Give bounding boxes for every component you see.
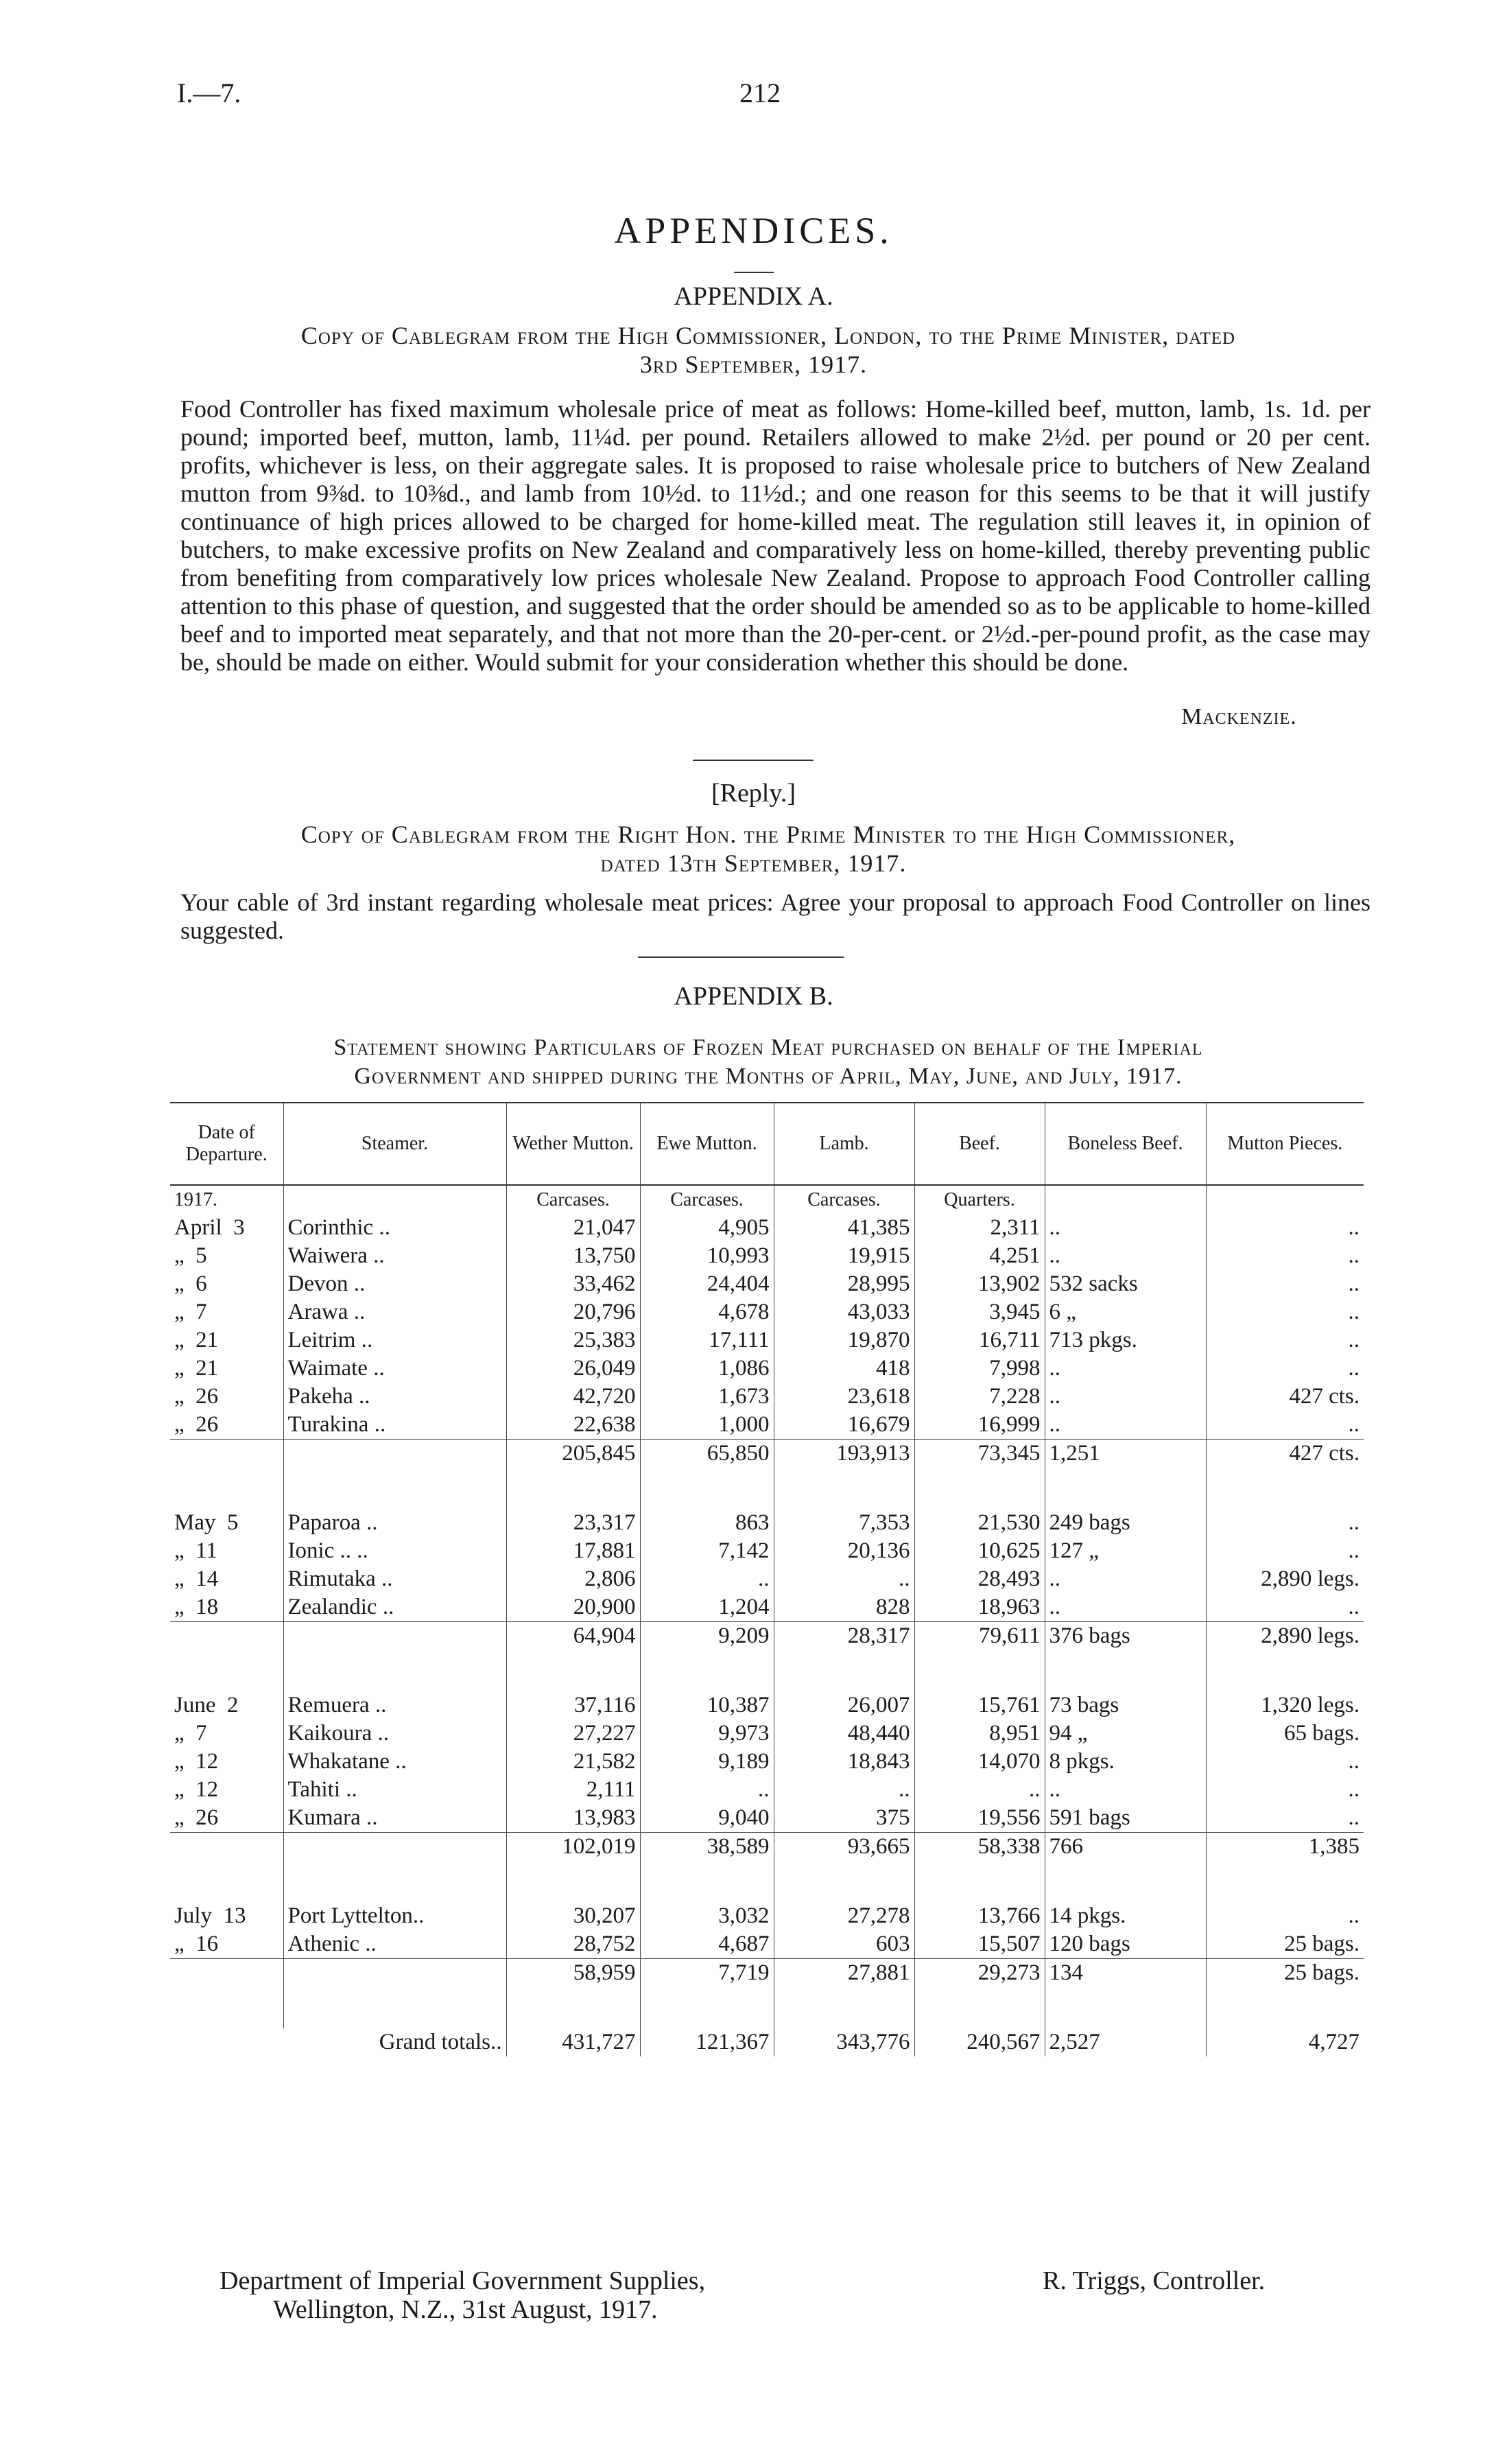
cell-steamer: Paparoa .. xyxy=(283,1509,506,1537)
cell-pieces: .. xyxy=(1206,1509,1364,1537)
cell-lamb: 48,440 xyxy=(774,1720,914,1748)
subtotal-row xyxy=(170,1440,1364,1468)
cell-wether: 33,462 xyxy=(506,1270,640,1298)
spacer-cell xyxy=(640,1861,774,1902)
subtotal-lamb: 28,317 xyxy=(774,1622,914,1651)
cell-beef: 21,530 xyxy=(914,1509,1045,1537)
appendix-a-signature: Mackenzie. xyxy=(1181,704,1297,729)
spacer-cell xyxy=(640,1987,774,2028)
cell-steamer: Waiwera .. xyxy=(283,1242,506,1270)
spacer-cell xyxy=(914,1468,1045,1509)
spacer-cell xyxy=(506,1861,640,1902)
cell-lamb: 828 xyxy=(774,1593,914,1622)
appendix-a-subheading-date: 3rd September, 1917. xyxy=(639,351,868,378)
cell-ewe: .. xyxy=(640,1565,774,1593)
cell-lamb: 19,915 xyxy=(774,1242,914,1270)
grand-total-lamb: 343,776 xyxy=(774,2028,914,2056)
spacer-cell xyxy=(640,1650,774,1691)
cell-ewe: 1,204 xyxy=(640,1593,774,1622)
cell-pieces: 2,890 legs. xyxy=(1206,1565,1364,1593)
cell-ewe: 863 xyxy=(640,1509,774,1537)
cell-beef: 15,507 xyxy=(914,1930,1045,1959)
cell-lamb: 20,136 xyxy=(774,1537,914,1565)
cell-wether: 17,881 xyxy=(506,1537,640,1565)
page-ref: I.—7. xyxy=(177,78,241,108)
col-date: Date of Departure. xyxy=(170,1103,283,1185)
grand-total-row xyxy=(170,2028,1364,2056)
table-row xyxy=(170,1537,1364,1565)
cell-boneless: 713 pkgs. xyxy=(1045,1326,1206,1354)
subtotal-date xyxy=(170,1959,283,1988)
cell-ewe: 24,404 xyxy=(640,1270,774,1298)
subtotal-boneless: 134 xyxy=(1045,1959,1206,1988)
cell-boneless: .. xyxy=(1045,1383,1206,1411)
spacer-cell xyxy=(283,1650,506,1691)
reply-body: Your cable of 3rd instant regarding wholesale meat prices: Agree your proposal to approach Food Controller on lines suggested. xyxy=(180,889,1370,944)
cell-steamer: Kumara .. xyxy=(283,1804,506,1833)
cell-lamb: 26,007 xyxy=(774,1691,914,1720)
cell-wether: 13,750 xyxy=(506,1242,640,1270)
spacer-cell xyxy=(774,1861,914,1902)
cell-pieces: .. xyxy=(1206,1354,1364,1383)
cell-ewe: 4,678 xyxy=(640,1298,774,1326)
subtotal-ewe: 38,589 xyxy=(640,1833,774,1862)
cell-date: June 2 xyxy=(174,1693,239,1717)
spacer-cell xyxy=(170,1468,283,1509)
subtotal-pieces: 427 cts. xyxy=(1206,1440,1364,1468)
table-row xyxy=(170,1776,1364,1804)
spacer-cell xyxy=(774,1468,914,1509)
cell-date: „ 21 xyxy=(174,1328,219,1352)
grand-total-boneless: 2,527 xyxy=(1045,2028,1206,2056)
cell-date: „ 7 xyxy=(174,1721,207,1746)
subtotal-lamb: 193,913 xyxy=(774,1440,914,1468)
appendix-a-subheading: Copy of Cablegram from the High Commissioner, London, to the Prime Minister, dated xyxy=(300,322,1236,349)
table-row xyxy=(170,1383,1364,1411)
table-row xyxy=(170,1214,1364,1242)
table-row xyxy=(170,1720,1364,1748)
cell-date: „ 21 xyxy=(174,1356,219,1381)
cell-boneless: 8 pkgs. xyxy=(1045,1748,1206,1776)
cell-ewe: 9,189 xyxy=(640,1748,774,1776)
units-row xyxy=(170,1185,1364,1214)
spacer-cell xyxy=(170,1987,283,2028)
table-row xyxy=(170,1565,1364,1593)
cell-lamb: 16,679 xyxy=(774,1411,914,1440)
cell-wether: 21,582 xyxy=(506,1748,640,1776)
cell-beef: 19,556 xyxy=(914,1804,1045,1833)
cell-lamb: 18,843 xyxy=(774,1748,914,1776)
cell-boneless: 6 „ xyxy=(1045,1298,1206,1326)
subtotal-lamb: 93,665 xyxy=(774,1833,914,1862)
subtotal-pieces: 25 bags. xyxy=(1206,1959,1364,1988)
divider xyxy=(693,760,814,761)
footer-signature: R. Triggs, Controller. xyxy=(1043,2266,1266,2295)
cell-steamer: Waimate .. xyxy=(283,1354,506,1383)
table-row xyxy=(170,1298,1364,1326)
subtotal-row xyxy=(170,1622,1364,1651)
col-mutton-pieces: Mutton Pieces. xyxy=(1206,1103,1364,1185)
cell-lamb: 7,353 xyxy=(774,1509,914,1537)
cell-beef: 14,070 xyxy=(914,1748,1045,1776)
cell-beef: 7,228 xyxy=(914,1383,1045,1411)
cell-pieces: .. xyxy=(1206,1298,1364,1326)
reply-heading: [Reply.] xyxy=(711,779,796,808)
cell-ewe: 1,673 xyxy=(640,1383,774,1411)
cell-pieces: 25 bags. xyxy=(1206,1930,1364,1959)
cell-steamer: Whakatane .. xyxy=(283,1748,506,1776)
table-row xyxy=(170,1509,1364,1537)
subtotal-ewe: 65,850 xyxy=(640,1440,774,1468)
cell-date: „ 12 xyxy=(174,1749,219,1774)
cell-boneless: 14 pkgs. xyxy=(1045,1902,1206,1930)
cell-lamb: 603 xyxy=(774,1930,914,1959)
subtotal-boneless: 766 xyxy=(1045,1833,1206,1862)
group-spacer xyxy=(170,1987,1364,2028)
cell-ewe: 4,905 xyxy=(640,1214,774,1242)
subtotal-boneless: 376 bags xyxy=(1045,1622,1206,1651)
cell-boneless: 591 bags xyxy=(1045,1804,1206,1833)
cell-date: April 3 xyxy=(174,1215,245,1240)
table-row xyxy=(170,1902,1364,1930)
cell-pieces: .. xyxy=(1206,1214,1364,1242)
cell-date: „ 11 xyxy=(174,1538,217,1563)
spacer-cell xyxy=(283,1861,506,1902)
cell-lamb: 375 xyxy=(774,1804,914,1833)
subtotal-beef: 73,345 xyxy=(914,1440,1045,1468)
col-boneless-beef: Boneless Beef. xyxy=(1045,1103,1206,1185)
cell-ewe: 4,687 xyxy=(640,1930,774,1959)
spacer-cell xyxy=(1206,1650,1364,1691)
table-row xyxy=(170,1748,1364,1776)
cell-boneless: 73 bags xyxy=(1045,1691,1206,1720)
cell-pieces: 65 bags. xyxy=(1206,1720,1364,1748)
cell-ewe: 17,111 xyxy=(640,1326,774,1354)
spacer-cell xyxy=(640,1468,774,1509)
cell-steamer: Arawa .. xyxy=(283,1298,506,1326)
cell-wether: 28,752 xyxy=(506,1930,640,1959)
cell-beef: 8,951 xyxy=(914,1720,1045,1748)
cell-wether: 25,383 xyxy=(506,1326,640,1354)
cell-ewe: 1,000 xyxy=(640,1411,774,1440)
subtotal-date xyxy=(170,1622,283,1651)
spacer-cell xyxy=(506,1987,640,2028)
cell-beef: 15,761 xyxy=(914,1691,1045,1720)
cell-pieces: .. xyxy=(1206,1748,1364,1776)
spacer-cell xyxy=(914,1861,1045,1902)
units-ewe: Carcases. xyxy=(640,1185,774,1214)
cell-date: „ 18 xyxy=(174,1595,219,1619)
cell-steamer: Ionic .. .. xyxy=(283,1537,506,1565)
cell-lamb: .. xyxy=(774,1776,914,1804)
col-wether: Wether Mutton. xyxy=(506,1103,640,1185)
cell-ewe: 9,973 xyxy=(640,1720,774,1748)
cell-date: „ 16 xyxy=(174,1932,219,1956)
cell-steamer: Tahiti .. xyxy=(283,1776,506,1804)
cell-boneless: .. xyxy=(1045,1776,1206,1804)
cell-wether: 37,116 xyxy=(506,1691,640,1720)
subtotal-row xyxy=(170,1959,1364,1988)
cell-pieces: .. xyxy=(1206,1776,1364,1804)
subtotal-ewe: 9,209 xyxy=(640,1622,774,1651)
table-body xyxy=(170,1185,1364,2056)
table-row xyxy=(170,1242,1364,1270)
cell-boneless: 249 bags xyxy=(1045,1509,1206,1537)
grand-total-label: Grand totals.. xyxy=(379,2030,502,2054)
cell-steamer: Remuera .. xyxy=(283,1691,506,1720)
spacer-cell xyxy=(1045,1861,1206,1902)
cell-date: „ 26 xyxy=(174,1412,219,1437)
group-spacer xyxy=(170,1861,1364,1902)
subtotal-steamer xyxy=(283,1833,506,1862)
subtotal-date xyxy=(170,1440,283,1468)
subtotal-wether: 64,904 xyxy=(506,1622,640,1651)
cell-boneless: 127 „ xyxy=(1045,1537,1206,1565)
cell-wether: 2,806 xyxy=(506,1565,640,1593)
cell-beef: .. xyxy=(914,1776,1045,1804)
cell-wether: 20,900 xyxy=(506,1593,640,1622)
cell-steamer: Corinthic .. xyxy=(283,1214,506,1242)
units-steamer xyxy=(283,1185,506,1214)
cell-beef: 3,945 xyxy=(914,1298,1045,1326)
divider xyxy=(638,957,844,958)
cell-lamb: 19,870 xyxy=(774,1326,914,1354)
cell-ewe: 9,040 xyxy=(640,1804,774,1833)
cell-steamer: Kaikoura .. xyxy=(283,1720,506,1748)
cell-wether: 23,317 xyxy=(506,1509,640,1537)
cell-beef: 7,998 xyxy=(914,1354,1045,1383)
table-row xyxy=(170,1593,1364,1622)
subtotal-beef: 29,273 xyxy=(914,1959,1045,1988)
subtotal-beef: 58,338 xyxy=(914,1833,1045,1862)
table-row xyxy=(170,1930,1364,1959)
cell-beef: 4,251 xyxy=(914,1242,1045,1270)
cell-steamer: Devon .. xyxy=(283,1270,506,1298)
appendix-a-heading: APPENDIX A. xyxy=(674,282,833,311)
subtotal-steamer xyxy=(283,1622,506,1651)
cell-wether: 20,796 xyxy=(506,1298,640,1326)
page-number: 212 xyxy=(739,78,781,108)
cell-boneless: .. xyxy=(1045,1593,1206,1622)
cell-beef: 28,493 xyxy=(914,1565,1045,1593)
units-pieces xyxy=(1206,1185,1364,1214)
cell-beef: 18,963 xyxy=(914,1593,1045,1622)
footer-location-date: Wellington, N.Z., 31st August, 1917. xyxy=(273,2295,658,2324)
cell-pieces: .. xyxy=(1206,1902,1364,1930)
cell-date: „ 5 xyxy=(174,1243,207,1268)
cell-lamb: 418 xyxy=(774,1354,914,1383)
cell-ewe: 3,032 xyxy=(640,1902,774,1930)
cell-boneless: 94 „ xyxy=(1045,1720,1206,1748)
cell-ewe: .. xyxy=(640,1776,774,1804)
cell-ewe: 7,142 xyxy=(640,1537,774,1565)
appendix-b-subheading: Statement showing Particulars of Frozen Meat purchased on behalf of the Imperial xyxy=(333,1035,1203,1060)
units-year: 1917. xyxy=(174,1189,217,1210)
grand-total-wether: 431,727 xyxy=(506,2028,640,2056)
cell-wether: 26,049 xyxy=(506,1354,640,1383)
spacer-cell xyxy=(170,1650,283,1691)
table-row xyxy=(170,1804,1364,1833)
cell-lamb: 23,618 xyxy=(774,1383,914,1411)
spacer-cell xyxy=(1045,1987,1206,2028)
cell-date: „ 14 xyxy=(174,1567,219,1591)
cell-steamer: Turakina .. xyxy=(283,1411,506,1440)
cell-pieces: .. xyxy=(1206,1326,1364,1354)
cell-boneless: .. xyxy=(1045,1242,1206,1270)
cell-lamb: 43,033 xyxy=(774,1298,914,1326)
appendix-b-heading: APPENDIX B. xyxy=(674,982,833,1011)
subtotal-beef: 79,611 xyxy=(914,1622,1045,1651)
subtotal-pieces: 2,890 legs. xyxy=(1206,1622,1364,1651)
grand-total-ewe: 121,367 xyxy=(640,2028,774,2056)
spacer-cell xyxy=(1045,1468,1206,1509)
table-row xyxy=(170,1691,1364,1720)
subtotal-wether: 205,845 xyxy=(506,1440,640,1468)
cell-date: „ 26 xyxy=(174,1384,219,1409)
cell-steamer: Rimutaka .. xyxy=(283,1565,506,1593)
cell-boneless: .. xyxy=(1045,1565,1206,1593)
cell-boneless: 532 sacks xyxy=(1045,1270,1206,1298)
footer-department: Department of Imperial Government Supplies, xyxy=(219,2266,706,2295)
spacer-cell xyxy=(1206,1861,1364,1902)
cell-pieces: .. xyxy=(1206,1411,1364,1440)
subtotal-row xyxy=(170,1833,1364,1862)
units-boneless xyxy=(1045,1185,1206,1214)
cell-pieces: .. xyxy=(1206,1593,1364,1622)
grand-total-beef: 240,567 xyxy=(914,2028,1045,2056)
subtotal-steamer xyxy=(283,1440,506,1468)
grand-total-pieces: 4,727 xyxy=(1206,2028,1364,2056)
appendix-a-body: Food Controller has fixed maximum wholesale price of meat as follows: Home-killed beef, mutton, lamb, 1s. 1d. per pound; imported beef, mutton, lamb, 11¼d. per pound. Retailers allowed to make 2½d. per pound or 20 per cent. profits, whichever is less, on their aggregate sales. It is proposed to raise wholesale price to butchers of New Zealand mutton from 9⅜d. to 10⅜d., and lamb from 10½d. to 11½d.; and one reason for this seems to be that it will justify continuance of high prices allowed to be charged for home-killed meat. The regulation still leaves it, in opinion of butchers, to make excessive profits on New Zealand and comparatively less on home-killed, thereby preventing public from benefiting from comparatively low prices wholesale New Zealand. Propose to approach Food Controller calling attention to this phase of question, and suggested that the order should be amended so as to be applicable to home-killed beef and to imported meat separately, and that not more than the 20-per-cent. or 2½d.-per-pound profit, as the case may be, should be made on either. Would submit for your consideration whether this should be done. xyxy=(180,395,1370,676)
units-beef: Quarters. xyxy=(914,1185,1045,1214)
group-spacer xyxy=(170,1650,1364,1691)
cell-beef: 2,311 xyxy=(914,1214,1045,1242)
subtotal-pieces: 1,385 xyxy=(1206,1833,1364,1862)
spacer-cell xyxy=(283,1468,506,1509)
reply-subheading: Copy of Cablegram from the Right Hon. the Prime Minister to the High Commissioner, xyxy=(300,821,1236,848)
cell-steamer: Zealandic .. xyxy=(283,1593,506,1622)
spacer-cell xyxy=(914,1987,1045,2028)
spacer-cell xyxy=(914,1650,1045,1691)
cell-ewe: 10,993 xyxy=(640,1242,774,1270)
cell-steamer: Pakeha .. xyxy=(283,1383,506,1411)
cell-wether: 30,207 xyxy=(506,1902,640,1930)
subtotal-steamer xyxy=(283,1959,506,1988)
page-title: APPENDICES. xyxy=(614,210,893,251)
cell-pieces: .. xyxy=(1206,1242,1364,1270)
cell-pieces: .. xyxy=(1206,1804,1364,1833)
subtotal-wether: 102,019 xyxy=(506,1833,640,1862)
table-row xyxy=(170,1411,1364,1440)
subtotal-ewe: 7,719 xyxy=(640,1959,774,1988)
cell-beef: 16,711 xyxy=(914,1326,1045,1354)
table-header-row xyxy=(170,1103,1364,1185)
cell-ewe: 1,086 xyxy=(640,1354,774,1383)
group-spacer xyxy=(170,1468,1364,1509)
meat-table xyxy=(170,1102,1364,2056)
spacer-cell xyxy=(774,1987,914,2028)
spacer-cell xyxy=(506,1650,640,1691)
col-lamb: Lamb. xyxy=(774,1103,914,1185)
units-lamb: Carcases. xyxy=(774,1185,914,1214)
table-row xyxy=(170,1326,1364,1354)
cell-steamer: Port Lyttelton.. xyxy=(283,1902,506,1930)
cell-date: „ 7 xyxy=(174,1300,207,1324)
cell-ewe: 10,387 xyxy=(640,1691,774,1720)
cell-wether: 2,111 xyxy=(506,1776,640,1804)
spacer-cell xyxy=(170,1861,283,1902)
cell-wether: 13,983 xyxy=(506,1804,640,1833)
cell-boneless: .. xyxy=(1045,1354,1206,1383)
cell-beef: 13,766 xyxy=(914,1902,1045,1930)
cell-beef: 10,625 xyxy=(914,1537,1045,1565)
cell-pieces: 427 cts. xyxy=(1206,1383,1364,1411)
subtotal-lamb: 27,881 xyxy=(774,1959,914,1988)
cell-date: „ 12 xyxy=(174,1777,219,1802)
cell-date: „ 6 xyxy=(174,1271,207,1296)
col-steamer: Steamer. xyxy=(283,1103,506,1185)
col-beef: Beef. xyxy=(914,1103,1045,1185)
cell-lamb: 27,278 xyxy=(774,1902,914,1930)
cell-boneless: .. xyxy=(1045,1214,1206,1242)
cell-pieces: .. xyxy=(1206,1537,1364,1565)
cell-wether: 42,720 xyxy=(506,1383,640,1411)
cell-lamb: 28,995 xyxy=(774,1270,914,1298)
subtotal-wether: 58,959 xyxy=(506,1959,640,1988)
cell-date: July 13 xyxy=(174,1903,246,1928)
table-row xyxy=(170,1270,1364,1298)
cell-boneless: .. xyxy=(1045,1411,1206,1440)
cell-pieces: .. xyxy=(1206,1270,1364,1298)
spacer-cell xyxy=(1206,1987,1364,2028)
table-row xyxy=(170,1354,1364,1383)
cell-pieces: 1,320 legs. xyxy=(1206,1691,1364,1720)
col-ewe: Ewe Mutton. xyxy=(640,1103,774,1185)
cell-date: „ 26 xyxy=(174,1805,219,1830)
cell-steamer: Athenic .. xyxy=(283,1930,506,1959)
spacer-cell xyxy=(774,1650,914,1691)
cell-steamer: Leitrim .. xyxy=(283,1326,506,1354)
reply-subheading-date: dated 13th September, 1917. xyxy=(600,849,907,877)
subtotal-boneless: 1,251 xyxy=(1045,1440,1206,1468)
spacer-cell xyxy=(1045,1650,1206,1691)
units-wether: Carcases. xyxy=(506,1185,640,1214)
cell-date: May 5 xyxy=(174,1510,239,1535)
appendix-b-subheading-2: Government and shipped during the Months of April, May, June, and July, 1917. xyxy=(354,1064,1183,1089)
cell-wether: 27,227 xyxy=(506,1720,640,1748)
spacer-cell xyxy=(283,1987,506,2028)
divider xyxy=(734,272,774,273)
cell-beef: 13,902 xyxy=(914,1270,1045,1298)
spacer-cell xyxy=(1206,1468,1364,1509)
spacer-cell xyxy=(506,1468,640,1509)
cell-wether: 21,047 xyxy=(506,1214,640,1242)
cell-lamb: 41,385 xyxy=(774,1214,914,1242)
cell-boneless: 120 bags xyxy=(1045,1930,1206,1959)
cell-wether: 22,638 xyxy=(506,1411,640,1440)
cell-beef: 16,999 xyxy=(914,1411,1045,1440)
subtotal-date xyxy=(170,1833,283,1862)
cell-lamb: .. xyxy=(774,1565,914,1593)
